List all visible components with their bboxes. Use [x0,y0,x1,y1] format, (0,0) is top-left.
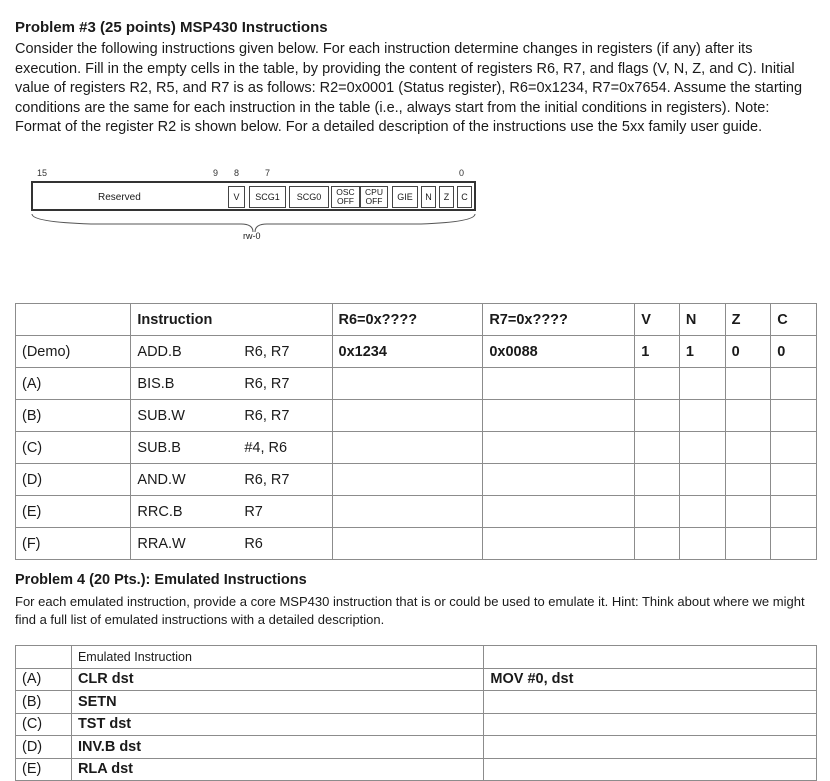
core-cell[interactable] [484,736,817,759]
z-cell[interactable] [725,368,771,400]
r6-cell[interactable] [332,464,483,496]
table-row [16,528,817,560]
reserved-field: Reserved [98,192,141,203]
v-cell[interactable] [635,400,680,432]
table-row [16,496,817,528]
bit-15-label: 15 [37,168,48,178]
z-cell[interactable] [725,528,771,560]
opcode-cell: RRC.B [131,496,238,528]
r7-cell[interactable] [483,496,635,528]
emulated-table [15,645,817,781]
n-cell[interactable] [679,432,725,464]
n-cell[interactable] [679,400,725,432]
row-label: (C) [16,713,72,736]
r7-cell[interactable] [483,432,635,464]
r6-cell[interactable] [332,528,483,560]
problem4-title: Problem 4 (20 Pts.): Emulated Instructions [15,572,307,588]
table-row [16,464,817,496]
r6-cell[interactable] [332,368,483,400]
v-cell[interactable] [635,368,680,400]
r7-cell[interactable] [483,368,635,400]
header-cell [16,646,72,669]
row-label: (A) [16,668,72,691]
header-v: V [635,304,680,336]
r7-cell[interactable] [483,464,635,496]
problem4-text: For each emulated instruction, provide a core MSP430 instruction that is or could be used to emulate it. Hint: Think about where we might find a full list of emulated instructions with a detailed description. [15,594,805,627]
field-gie: GIE [392,186,418,208]
r6-cell[interactable] [332,400,483,432]
table-row [16,336,817,368]
operand-cell: R6, R7 [238,336,332,368]
opcode-cell: AND.W [131,464,238,496]
core-cell[interactable]: MOV #0, dst [484,668,817,691]
field-cpuoff: CPU OFF [360,186,388,208]
field-v: V [228,186,245,208]
z-cell[interactable] [725,496,771,528]
z-cell[interactable] [725,400,771,432]
row-label: (A) [16,368,131,400]
z-cell[interactable] [725,464,771,496]
row-label: (F) [16,528,131,560]
opcode-cell: SUB.B [131,432,238,464]
c-cell[interactable] [771,368,817,400]
rw-bracket [31,212,481,232]
n-cell[interactable] [679,368,725,400]
header-instruction: Instruction [131,304,238,336]
row-label: (Demo) [16,336,131,368]
header-c: C [771,304,817,336]
n-cell[interactable] [679,464,725,496]
opcode-cell: BIS.B [131,368,238,400]
header-z: Z [725,304,771,336]
header-cell [16,304,131,336]
bit-7-label: 7 [265,168,271,178]
n-cell[interactable] [679,496,725,528]
opcode-cell: SUB.W [131,400,238,432]
header-r6: R6=0x???? [332,304,483,336]
table-row [16,400,817,432]
emulated-cell: SETN [71,691,483,714]
table-row [16,691,817,714]
core-cell[interactable] [484,758,817,781]
c-cell[interactable] [771,464,817,496]
emulated-cell: CLR dst [71,668,483,691]
table-row [16,736,817,759]
r6-cell[interactable] [332,432,483,464]
rw-label: rw-0 [243,231,261,241]
field-n: N [421,186,436,208]
operand-cell: R6, R7 [238,368,332,400]
table-row [16,432,817,464]
operand-cell: R7 [238,496,332,528]
emulated-cell: TST dst [71,713,483,736]
table-row [16,368,817,400]
c-cell[interactable] [771,432,817,464]
header-n: N [679,304,725,336]
field-z: Z [439,186,454,208]
field-oscoff: OSC OFF [331,186,360,208]
table-header-row [16,646,817,669]
r7-cell[interactable] [483,528,635,560]
row-label: (E) [16,758,72,781]
table-header-row [16,304,817,336]
header-r7: R7=0x???? [483,304,635,336]
table-row [16,713,817,736]
v-cell[interactable] [635,432,680,464]
n-cell[interactable]: 1 [679,336,725,368]
table-row [16,668,817,691]
field-c: C [457,186,472,208]
row-label: (C) [16,432,131,464]
v-cell[interactable] [635,496,680,528]
emulated-cell: INV.B dst [71,736,483,759]
n-cell[interactable] [679,528,725,560]
instruction-table [15,303,817,560]
row-label: (B) [16,400,131,432]
c-cell[interactable]: 0 [771,336,817,368]
c-cell[interactable] [771,400,817,432]
row-label: (D) [16,736,72,759]
row-label: (B) [16,691,72,714]
c-cell[interactable] [771,496,817,528]
operand-cell: R6, R7 [238,464,332,496]
r7-cell[interactable] [483,400,635,432]
problem3-paragraph: Consider the following instructions given below. For each instruction determine changes in registers (if any) after its execution. Fill in the empty cells in the table, by providing the content of registers R6, R7, and flags (V, N, Z, and C). Initial value of registers R2, R5, and R7 is as follows: R2=0x0001 (Status register), R6=0x1234, R7=0x7654. Assume the starting conditions are the same for each instruction in the table (i.e., always start from the initial conditions in registers). Note: Format of the register R2 is shown below. For a detailed description of the instructions use the 5xx family user guide. [15,41,803,136]
v-cell[interactable] [635,464,680,496]
opcode-cell: RRA.W [131,528,238,560]
field-scg1: SCG1 [249,186,286,208]
operand-cell: R6 [238,528,332,560]
header-cell [238,304,332,336]
row-label: (E) [16,496,131,528]
bit-9-label: 9 [213,168,219,178]
z-cell[interactable]: 0 [725,336,771,368]
emulated-cell: RLA dst [71,758,483,781]
table-row [16,758,817,781]
core-cell[interactable] [484,691,817,714]
header-cell [484,646,817,669]
operand-cell: #4, R6 [238,432,332,464]
bit-8-label: 8 [234,168,240,178]
header-emulated: Emulated Instruction [71,646,483,669]
opcode-cell: ADD.B [131,336,238,368]
bit-0-label: 0 [459,168,465,178]
field-scg0: SCG0 [289,186,329,208]
core-cell[interactable] [484,713,817,736]
v-cell[interactable] [635,528,680,560]
problem3-title: Problem #3 (25 points) MSP430 Instructions [15,19,328,36]
c-cell[interactable] [771,528,817,560]
r6-cell[interactable]: 0x1234 [332,336,483,368]
operand-cell: R6, R7 [238,400,332,432]
z-cell[interactable] [725,432,771,464]
r7-cell[interactable]: 0x0088 [483,336,635,368]
v-cell[interactable]: 1 [635,336,680,368]
r6-cell[interactable] [332,496,483,528]
row-label: (D) [16,464,131,496]
